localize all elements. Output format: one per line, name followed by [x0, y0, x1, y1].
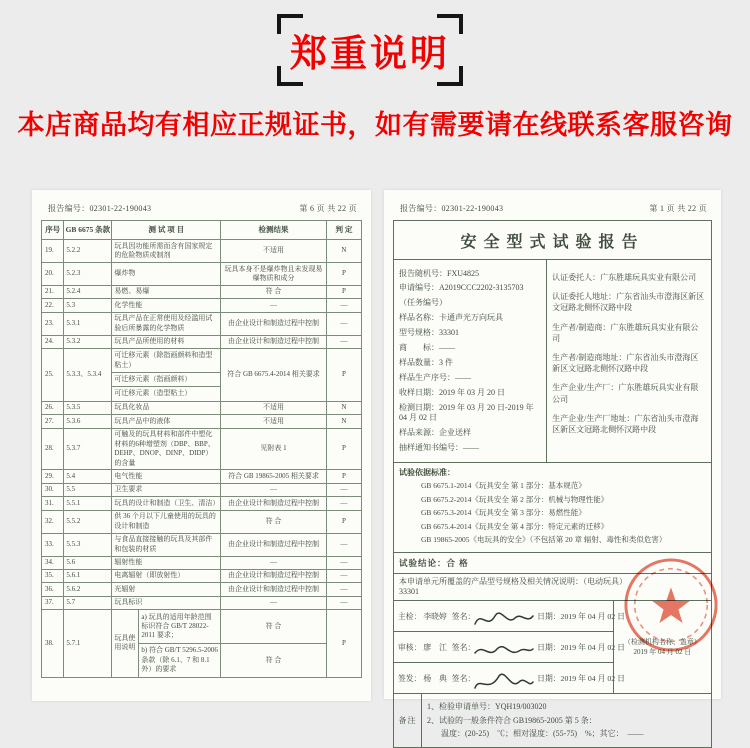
- table-row: [42, 569, 362, 582]
- row-result: 由企业设计和制造过程中控制: [221, 533, 327, 556]
- row-verdict: —: [326, 583, 361, 596]
- row-result: 符合 GB 6675.4-2014 相关要求: [221, 349, 327, 402]
- row-no: 27.: [42, 415, 64, 428]
- info-right-column: [546, 260, 711, 462]
- certificate-info: [394, 260, 711, 463]
- row-no: 19.: [42, 240, 64, 263]
- row-no: 35.: [42, 569, 64, 582]
- signature-role: 签发：: [398, 673, 422, 683]
- row-result: —: [221, 596, 327, 609]
- stamp-cell: [613, 601, 711, 694]
- test-items-table: [41, 220, 362, 678]
- row-verdict: P: [326, 263, 361, 286]
- row-verdict: N: [326, 401, 361, 414]
- signature-date: 日期：2019 年 04 月 02 日: [537, 642, 625, 652]
- certificate-title: 安全型式试验报告: [394, 221, 711, 260]
- signature-row: [394, 663, 625, 694]
- row-verdict: P: [326, 470, 361, 483]
- remark-line: 1、检验申请单号：YQH19/003020: [427, 701, 547, 711]
- corner-bracket-top-right: [437, 14, 463, 34]
- standards-list: [399, 480, 706, 545]
- row-clause: 5.3.3、5.3.4: [64, 349, 112, 402]
- remark-line: 2、试验的一般条件符合 GB19865-2005 第 5 条：: [427, 715, 597, 725]
- row-no: 21.: [42, 285, 64, 298]
- table-row: [42, 240, 362, 263]
- row-result: 由企业设计和制造过程中控制: [221, 569, 327, 582]
- column-header: 序号: [42, 221, 64, 240]
- table-row: [42, 470, 362, 483]
- row-clause: 5.2.2: [64, 240, 112, 263]
- row-no: 38.: [42, 610, 64, 677]
- row-item: 与食品直接接触的玩具及其部件和包装的材质: [112, 533, 221, 556]
- standards-section: [394, 463, 711, 553]
- row-verdict: —: [326, 312, 361, 335]
- info-line: 生产企业/生产厂地址：广东省汕头市澄海区新区文冠路北侧怀汉路中段: [552, 413, 699, 434]
- row-clause: 5.7.1: [64, 610, 112, 677]
- conclusion-line: 试验结论：合 格: [394, 553, 711, 574]
- row-item: 电离辐射（即放射性）: [112, 569, 221, 582]
- column-header: GB 6675 条款: [64, 221, 112, 240]
- coverage-line-2: 33301: [399, 587, 419, 597]
- row-result: 不适用: [221, 240, 327, 263]
- signature-role: 审核：: [398, 642, 422, 652]
- row-result: 符 合: [221, 285, 327, 298]
- signature-scribble-icon: [473, 670, 535, 694]
- left-page-info: 第 6 页 共 22 页: [299, 204, 357, 213]
- row-result: 见附表 1: [221, 428, 327, 470]
- right-report-no: 报告编号：02301-22-190043: [400, 204, 504, 213]
- row-item-group: [112, 349, 221, 402]
- left-report-no: 报告编号：02301-22-190043: [48, 204, 152, 213]
- row-no: 32.: [42, 510, 64, 533]
- standard-line: GB 19865-2005《电玩具的安全》（不包括第 20 章 辐射、毒性和类似危害）: [421, 535, 667, 545]
- stamp-caption-1: （检测机构名称、盖章）: [623, 637, 701, 646]
- row-item: 供 36 个月以下儿童使用的玩具的设计和制造: [112, 510, 221, 533]
- row-no: 29.: [42, 470, 64, 483]
- row-verdict: N: [326, 240, 361, 263]
- table-row: [42, 428, 362, 470]
- column-header: 判 定: [326, 221, 361, 240]
- row-no: 31.: [42, 497, 64, 510]
- table-row: [42, 349, 362, 402]
- info-line: 认证委托人：广东胜雄玩具实业有限公司: [552, 273, 697, 282]
- info-line: 样品数量：3 件: [399, 357, 453, 367]
- remark-body: [422, 694, 711, 747]
- signature-row: [394, 601, 625, 632]
- row-verdict: —: [326, 335, 361, 348]
- row-item: 玩具产品所使用的材料: [112, 335, 221, 348]
- row-clause: 5.7: [64, 596, 112, 609]
- signature-name: 杨 典: [423, 673, 447, 683]
- info-left-column: [394, 260, 546, 462]
- table-row: [42, 556, 362, 569]
- row-clause: 5.3: [64, 299, 112, 312]
- info-line: 生产者/制造商：广东胜雄玩具实业有限公司: [552, 322, 699, 343]
- row-item: 可触及的玩具材料和部件中塑化材料的6种增塑剂（DBP、BBP、DEHP、DNOP、DINP、DIDP）的含量: [112, 428, 221, 470]
- standard-line: GB 6675.2-2014《玩具安全 第 2 部分：机械与物理性能》: [421, 494, 609, 504]
- info-line: 报告随机号：FXU4825: [399, 268, 480, 278]
- row-clause: 5.6.2: [64, 583, 112, 596]
- table-row: [42, 510, 362, 533]
- row-clause: 5.5.2: [64, 510, 112, 533]
- row-clause: 5.5.3: [64, 533, 112, 556]
- info-line: 检测日期：2019 年 03 月 20 日-2019 年 04 月 02 日: [399, 402, 534, 422]
- row-item: 玩具的设计和制造（卫生、清洁）: [112, 497, 221, 510]
- report-page-6: [32, 190, 371, 701]
- standards-heading: 试验依据标准：: [399, 467, 455, 477]
- certificate-box: [393, 220, 712, 748]
- row-result: —: [221, 483, 327, 496]
- right-page-info: 第 1 页 共 22 页: [649, 204, 707, 213]
- row-verdict: P: [326, 610, 361, 677]
- info-line: 生产企业/生产厂：广东胜雄玩具实业有限公司: [552, 383, 699, 404]
- info-line: 认证委托人地址：广东省汕头市澄海区新区文冠路北侧怀汉路中段: [552, 292, 705, 313]
- row-item: 玩具化妆品: [112, 401, 221, 414]
- column-header: 检测结果: [221, 221, 327, 240]
- row-no: 34.: [42, 556, 64, 569]
- row-clause: 5.3.7: [64, 428, 112, 470]
- row-verdict: P: [326, 510, 361, 533]
- row-no: 28.: [42, 428, 64, 470]
- signature-name: 廖 江: [423, 642, 447, 652]
- info-line: 商 标：——: [399, 342, 455, 352]
- row-verdict: —: [326, 533, 361, 556]
- row-clause: 5.3.1: [64, 312, 112, 335]
- notice-subtitle: 本店商品均有相应正规证书，如有需要请在线联系客服咨询: [17, 110, 733, 140]
- signature-area: [394, 601, 711, 694]
- table-row: [42, 583, 362, 596]
- info-line: 型号规格：33301: [399, 328, 459, 338]
- row-verdict: P: [326, 285, 361, 298]
- info-line: 样品来源：企业送样: [399, 427, 471, 437]
- table-row: [42, 335, 362, 348]
- sub-item: 可迁移元素（指画颜料）: [112, 372, 220, 386]
- remark-label: 备注: [394, 694, 422, 747]
- row-no: 24.: [42, 335, 64, 348]
- row-verdict: —: [326, 569, 361, 582]
- row-item: 卫生要求: [112, 483, 221, 496]
- standard-line: GB 6675.3-2014《玩具安全 第 3 部分：易燃性能》: [421, 508, 586, 518]
- signature-scribble-icon: [473, 639, 535, 663]
- column-header: 测 试 项 目: [112, 221, 221, 240]
- row-clause: 5.2.3: [64, 263, 112, 286]
- table-row: [42, 312, 362, 335]
- corner-bracket-top-left: [277, 14, 303, 34]
- coverage-section: [394, 574, 711, 602]
- table-row: [42, 596, 362, 609]
- sub-result: 符 合: [221, 643, 326, 676]
- table-row: [42, 285, 362, 298]
- row-verdict: P: [326, 428, 361, 470]
- sub-item: 可迁移元素（造型粘土）: [112, 386, 220, 400]
- signature-name: 李晓婷: [423, 611, 447, 621]
- row-no: 30.: [42, 483, 64, 496]
- info-line: 抽样通知书编号：——: [399, 442, 479, 452]
- row-item: 易燃、易爆: [112, 285, 221, 298]
- row-verdict: N: [326, 415, 361, 428]
- signature-date: 日期：2019 年 04 月 02 日: [537, 673, 625, 683]
- row-no: 33.: [42, 533, 64, 556]
- table-row: [42, 263, 362, 286]
- info-line: （任务编号）: [399, 298, 447, 308]
- right-page-header: [384, 190, 721, 220]
- row-result: 不适用: [221, 415, 327, 428]
- row-item-group: [112, 610, 221, 677]
- certificate-page-1: [384, 190, 721, 739]
- row-no: 36.: [42, 583, 64, 596]
- left-table-body: [42, 240, 362, 677]
- row-item: 玩具标识: [112, 596, 221, 609]
- signature-scribble-icon: [473, 608, 535, 632]
- row-result: 符合 GB 19865-2005 相关要求: [221, 470, 327, 483]
- table-header-row: [42, 221, 362, 240]
- signature-date: 日期：2019 年 04 月 02 日: [537, 611, 625, 621]
- row-item: 玩具因功能所需而含有国家规定的危险物质或制剂: [112, 240, 221, 263]
- corner-bracket-bottom-left: [277, 66, 303, 86]
- signature-label: 签名：: [451, 673, 476, 683]
- table-row: [42, 497, 362, 510]
- row-clause: 5.3.5: [64, 401, 112, 414]
- sub-item: 可迁移元素（除指画颜料和造型粘土）: [114, 351, 213, 369]
- row-item: 化学性能: [112, 299, 221, 312]
- table-row: [42, 483, 362, 496]
- row-result: 不适用: [221, 401, 327, 414]
- standard-line: GB 6675.4-2014《玩具安全 第 4 部分：特定元素的迁移》: [421, 521, 609, 531]
- info-line: 样品名称：卡通声光万向玩具: [399, 313, 503, 323]
- row-clause: 5.5: [64, 483, 112, 496]
- row-result-group: [221, 610, 327, 677]
- row-no: 26.: [42, 401, 64, 414]
- corner-bracket-bottom-right: [437, 66, 463, 86]
- row-result: 由企业设计和制造过程中控制: [221, 312, 327, 335]
- row-no: 23.: [42, 312, 64, 335]
- row-item: 辐射性能: [112, 556, 221, 569]
- standard-line: GB 6675.1-2014《玩具安全 第 1 部分：基本规范》: [421, 481, 586, 491]
- row-result: 由企业设计和制造过程中控制: [221, 497, 327, 510]
- row-verdict: —: [326, 483, 361, 496]
- row-item: 电气性能: [112, 470, 221, 483]
- left-page-header: [32, 190, 371, 220]
- row-no: 20.: [42, 263, 64, 286]
- row-no: 37.: [42, 596, 64, 609]
- row-verdict: —: [326, 497, 361, 510]
- row-item: 玩具产品在正常使用及经滥用试验后所暴露的化学物质: [112, 312, 221, 335]
- row-result: 玩具本身不是爆炸物且未发现易爆物质和成分: [221, 263, 327, 286]
- row-clause: 5.6.1: [64, 569, 112, 582]
- table-row: [42, 610, 362, 677]
- remark-line: 温度：(20-25) ℃；相对湿度：(55-75) %；其它： ——: [441, 729, 644, 739]
- row-result: —: [221, 556, 327, 569]
- notice-title: 郑重说明: [290, 33, 450, 74]
- row-clause: 5.2.4: [64, 285, 112, 298]
- row-no: 22.: [42, 299, 64, 312]
- row-verdict: —: [326, 596, 361, 609]
- row-item: 光辐射: [112, 583, 221, 596]
- signature-label: 签名：: [451, 642, 476, 652]
- row-clause: 5.4: [64, 470, 112, 483]
- signature-label: 签名：: [451, 611, 476, 621]
- info-line: 生产者/制造商地址：广东省汕头市澄海区新区文冠路北侧怀汉路中段: [552, 352, 699, 374]
- info-line: 样品生产序号：——: [399, 372, 471, 382]
- row-result: 符 合: [221, 510, 327, 533]
- row-result: 由企业设计和制造过程中控制: [221, 583, 327, 596]
- stamp-caption-2: 2019 年 04 月 02 日: [633, 648, 692, 657]
- row-item: 爆炸物: [112, 263, 221, 286]
- signature-row: [394, 632, 625, 663]
- row-clause: 5.3.6: [64, 415, 112, 428]
- signature-role: 主检：: [398, 611, 422, 621]
- row-result: 由企业设计和制造过程中控制: [221, 335, 327, 348]
- row-clause: 5.6: [64, 556, 112, 569]
- info-line: 申请编号：A2019CCC2202-3135703: [399, 283, 524, 293]
- coverage-line-1: 本申请单元所覆盖的产品型号规格及相关情况说明：（电动玩具）: [399, 576, 627, 586]
- row-clause: 5.5.1: [64, 497, 112, 510]
- notice-frame: [277, 14, 463, 86]
- row-result: —: [221, 299, 327, 312]
- table-row: [42, 533, 362, 556]
- row-verdict: P: [326, 349, 361, 402]
- row-clause: 5.3.2: [64, 335, 112, 348]
- row-verdict: —: [326, 299, 361, 312]
- remark-row: [394, 694, 711, 747]
- info-line: 收样日期：2019 年 03 月 20 日: [399, 387, 505, 397]
- signature-rows: [394, 601, 625, 694]
- table-row: [42, 415, 362, 428]
- side-label: 玩具使用说明: [112, 610, 139, 676]
- sub-item: b) 符合 GB/T 5296.5-2006 条款（除 6.1、7 和 8.1 外）的要求: [139, 643, 220, 676]
- row-no: 25.: [42, 349, 64, 402]
- row-verdict: —: [326, 556, 361, 569]
- sub-item: a) 玩具的适用年龄范围标识符合 GB/T 28022-2011 要求；: [141, 612, 212, 640]
- table-row: [42, 401, 362, 414]
- row-item: 玩具产品中的液体: [112, 415, 221, 428]
- sub-result: 符 合: [265, 622, 282, 631]
- table-row: [42, 299, 362, 312]
